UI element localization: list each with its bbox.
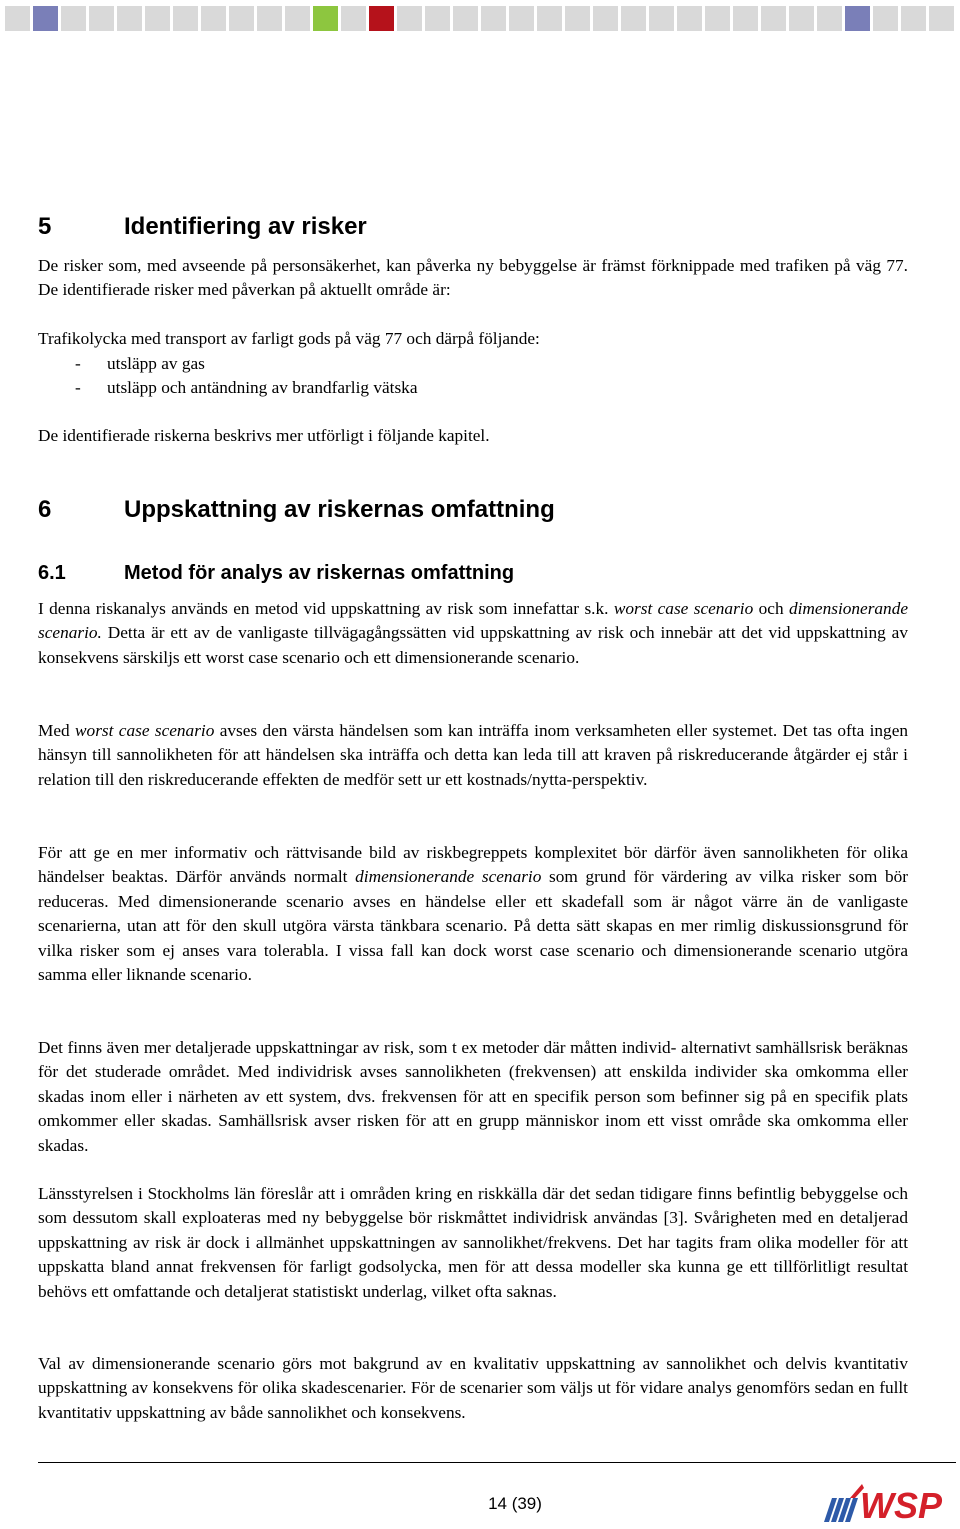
subsection-number: 6.1 — [38, 562, 66, 584]
svg-text:WSP: WSP — [860, 1485, 943, 1524]
color-square — [761, 6, 786, 31]
color-square — [929, 6, 954, 31]
color-square — [565, 6, 590, 31]
color-square — [257, 6, 282, 31]
color-square — [537, 6, 562, 31]
color-square — [621, 6, 646, 31]
color-square — [89, 6, 114, 31]
color-square — [341, 6, 366, 31]
paragraph: I denna riskanalys används en metod vid uppskattning av risk som innefattar s.k. worst case scenario och dimensionerande scenario. Detta är ett av de vanligaste tillvägagångssätten vid uppskattning av risk och innebär att det vid uppskattning av konsekvens särskiljs ett worst case scenario och ett dimensionerande scenario. — [38, 599, 909, 667]
color-square — [173, 6, 198, 31]
color-square — [733, 6, 758, 31]
section-title: Uppskattning av riskernas omfattning — [124, 496, 555, 523]
bullet-list — [75, 352, 418, 401]
color-square — [313, 6, 338, 31]
list-item: - utsläpp och antändning av brandfarlig vätska — [75, 376, 418, 400]
paragraph: De identifierade riskerna beskrivs mer utförligt i följande kapitel. — [38, 426, 490, 445]
logo-mark-icon — [824, 1484, 864, 1522]
color-square — [285, 6, 310, 31]
paragraph: Det finns även mer detaljerade uppskattningar av risk, som t ex metoder där måtten individ- alternativt samhällsrisk beräknas för det studerade området. Med individrisk avses sannolikheten (frekvensen) att enskilda individer ska omkomma eller skadas inom eller i närheten av ett system, dvs. frekvensen för att en specifik person som befinner sig på en specifik plats omkommer eller skadas. Samhällsrisk avser risken för att en grupp människor inom ett visst område ska omkomma eller skadas. — [38, 1038, 908, 1155]
wsp-logo — [820, 1478, 958, 1524]
section-number: 6 — [38, 496, 52, 523]
footer-divider — [38, 1462, 956, 1463]
color-square — [509, 6, 534, 31]
section-number: 5 — [38, 213, 52, 240]
color-square — [425, 6, 450, 31]
paragraph: För att ge en mer informativ och rättvisande bild av riskbegreppets komplexitet bör därför även sannolikheten för olika händelser beaktas. Därför används normalt dimensionerande scenario som grund för värdering av vilka risker som bör reduceras. Med dimensionerande scenario avses en händelse eller ett skadefall som är något värre än de vanligaste scenarierna, utan att för den skull utgöra värsta tänkbara scenario. På detta sätt skapas en mer rimlig diskussionsgrund för vilka risker som ej anses vara tolerabla. I vissa fall kan dock worst case scenario och dimensionerande scenario utgöra samma eller liknande scenario. — [38, 843, 908, 985]
page-number: 14 (39) — [488, 1494, 542, 1513]
color-square — [845, 6, 870, 31]
color-square — [649, 6, 674, 31]
list-item: - utsläpp av gas — [75, 352, 418, 376]
color-square — [453, 6, 478, 31]
color-square — [901, 6, 926, 31]
dash-icon: - — [75, 378, 81, 398]
section-5-heading — [38, 212, 367, 242]
paragraph: De risker som, med avseende på personsäkerhet, kan påverka ny bebyggelse är främst förknippade med trafiken på väg 77. De identifierade risker med påverkan på aktuellt område är: — [38, 256, 908, 300]
paragraph: Trafikolycka med transport av farligt gods på väg 77 och därpå följande: — [38, 329, 540, 348]
color-square — [117, 6, 142, 31]
color-square — [201, 6, 226, 31]
paragraph: Med worst case scenario avses den värsta händelsen som kan inträffa inom verksamheten eller systemet. Det tas ofta ingen hänsyn till sannolikheten för att händelsen ska inträffa och detta kan leda till att kraven på riskreducerande åtgärder ej står i relation till den riskreducerande effekten de medför sett ur ett kostnads/nytta-perspektiv. — [38, 721, 909, 789]
color-square — [229, 6, 254, 31]
color-square — [61, 6, 86, 31]
header-color-bar — [0, 6, 960, 34]
color-square — [593, 6, 618, 31]
color-square — [5, 6, 30, 31]
color-square — [369, 6, 394, 31]
color-square — [817, 6, 842, 31]
color-square — [789, 6, 814, 31]
color-square — [705, 6, 730, 31]
color-square — [145, 6, 170, 31]
subsection-title: Metod för analys av riskernas omfattning — [124, 562, 515, 584]
color-square — [481, 6, 506, 31]
color-square — [397, 6, 422, 31]
paragraph: Val av dimensionerande scenario görs mot bakgrund av en kvalitativ uppskattning av sannolikhet och delvis kvantitativ uppskattning av konsekvens för olika skadescenarier. För de scenarier som väljs ut för vidare analys genomförs sedan en fullt kvantitativ uppskattning av både sannolikhet och konsekvens. — [38, 1354, 908, 1422]
dash-icon: - — [75, 354, 81, 373]
color-square — [873, 6, 898, 31]
subsection-6-1-heading — [38, 560, 514, 586]
color-square — [677, 6, 702, 31]
paragraph: Länsstyrelsen i Stockholms län föreslår att i områden kring en riskkälla där det sedan tidigare finns befintlig bebyggelse och som dessutom skall exploateras med ny bebyggelse bör riskmåttet individrisk användas [3]. Svårigheten med en detaljerad uppskattning av risk är dock i allmänhet uppskattningen av sannolikhet/frekvens. Det har tagits fram olika modeller för att uppskatta bland annat frekvensen för farligt godsolycka, men för att dessa modeller ska kunna ge ett tillförlitligt resultat behövs ett omfattande och detaljerat statistiskt underlag, vilket ofta saknas. — [38, 1184, 908, 1301]
section-title: Identifiering av risker — [124, 213, 367, 240]
color-square — [33, 6, 58, 31]
section-6-heading — [38, 495, 555, 525]
